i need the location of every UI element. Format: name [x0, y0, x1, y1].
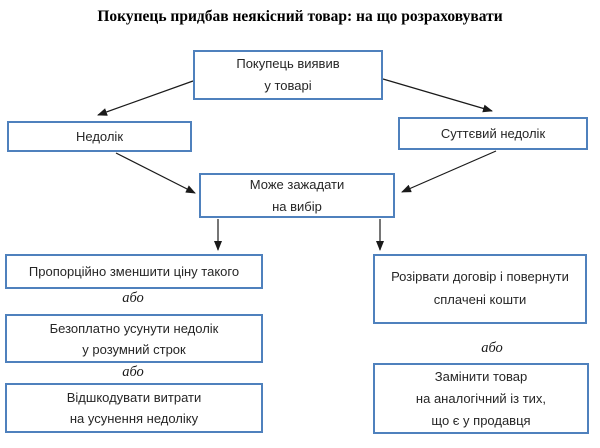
- node-reduce-price: [5, 254, 263, 289]
- node-buyer-discovered-line2: у товарі: [264, 78, 312, 93]
- node-replace-product: [373, 363, 589, 434]
- node-significant-defect-label: Суттєвий недолік: [440, 126, 546, 141]
- node-defect-label: Недолік: [75, 129, 124, 144]
- node-reimburse-costs: [5, 383, 263, 433]
- node-replace-product-line3: що є у продавця: [431, 412, 531, 428]
- node-free-fix-line1: Безоплатно усунути недолік: [49, 320, 219, 336]
- node-replace-product-line1: Замінити товар: [434, 368, 528, 384]
- edge-defect-may-demand: [116, 153, 195, 193]
- node-free-fix: [5, 314, 263, 363]
- edge-significant-defect-may-demand: [402, 151, 496, 192]
- node-terminate-contract-line1: Розірвати договір і повернути: [391, 269, 569, 284]
- node-reimburse-costs-line2: на усунення недоліку: [69, 411, 199, 426]
- node-defect: [7, 121, 192, 152]
- or-label-2: або: [122, 364, 144, 380]
- edge-discovered-significant-defect: [383, 79, 492, 111]
- node-may-demand: [199, 173, 395, 218]
- page-title: Покупець придбав неякісний товар: на що розраховувати: [97, 8, 503, 25]
- edge-discovered-defect: [98, 81, 193, 115]
- node-replace-product-line2: на аналогічний із тих,: [415, 390, 547, 406]
- node-may-demand-line1: Може зажадати: [249, 176, 345, 192]
- node-buyer-discovered: [193, 50, 383, 100]
- node-free-fix-line2: у розумний строк: [82, 341, 186, 357]
- node-reimburse-costs-line1: Відшкодувати витрати: [66, 390, 202, 405]
- node-reduce-price-label: Пропорційно зменшити ціну такого: [28, 264, 240, 279]
- node-terminate-contract-line2: сплачені кошти: [433, 292, 527, 307]
- or-label-3: або: [481, 340, 503, 356]
- node-significant-defect: [398, 117, 588, 150]
- or-label-1: або: [122, 290, 144, 306]
- node-terminate-contract: [373, 254, 587, 324]
- node-buyer-discovered-line1: Покупець виявив: [236, 56, 340, 71]
- node-may-demand-line2: на вибір: [272, 198, 322, 214]
